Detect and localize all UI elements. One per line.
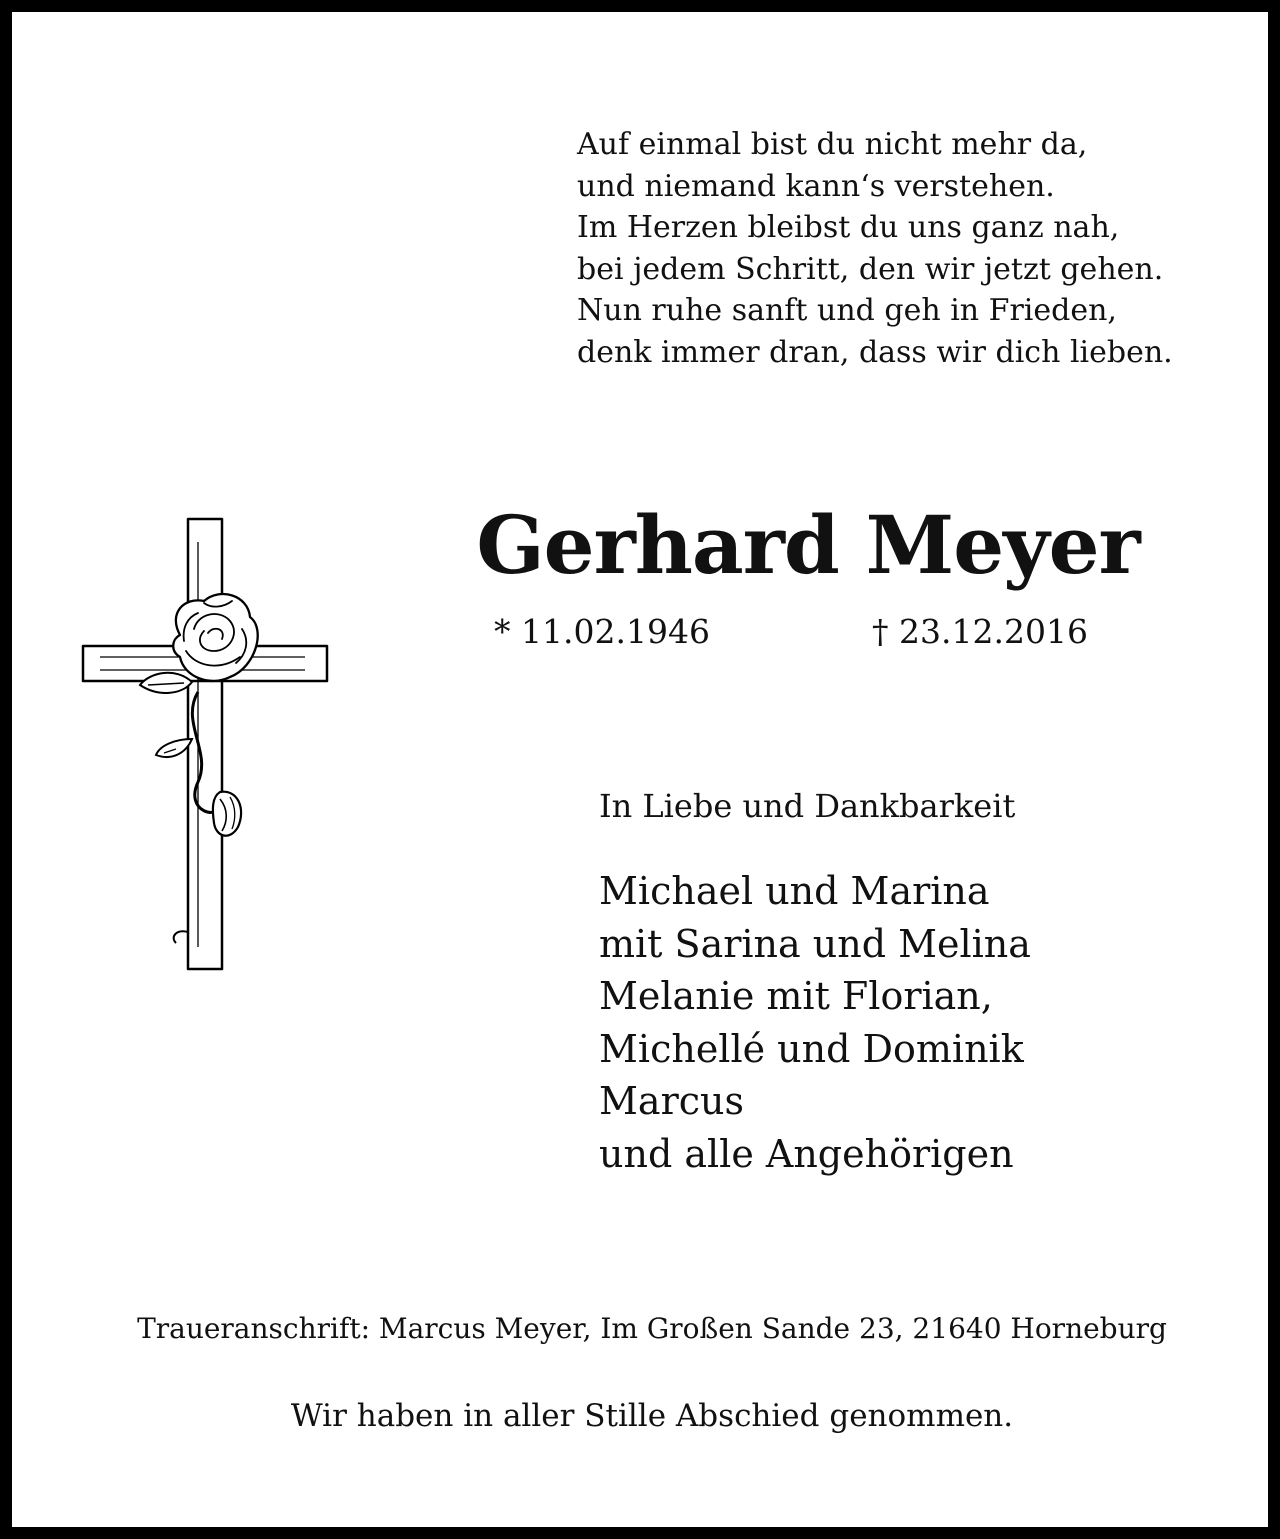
poem-line: und niemand kann‘s verstehen. xyxy=(577,168,1055,204)
mourners-list xyxy=(599,865,1031,1180)
birth-date: * 11.02.1946 xyxy=(494,612,710,651)
closing-statement: Wir haben in aller Stille Abschied genommen. xyxy=(290,1398,1014,1434)
poem-line: Auf einmal bist du nicht mehr da, xyxy=(577,127,1088,162)
poem-line: Nun ruhe sanft und geh in Frieden, xyxy=(577,293,1117,328)
mourner-line: und alle Angehörigen xyxy=(599,1131,1014,1176)
dedication: In Liebe und Dankbarkeit xyxy=(599,787,1016,825)
poem-line: bei jedem Schritt, den wir jetzt gehen. xyxy=(577,251,1164,287)
mourner-line: Michellé und Dominik xyxy=(599,1026,1024,1071)
cross-with-rose-icon xyxy=(80,517,330,972)
mourner-line: Marcus xyxy=(599,1079,744,1123)
poem-line: Im Herzen bleibst du uns ganz nah, xyxy=(577,210,1120,245)
mourning-address: Traueranschrift: Marcus Meyer, Im Großen Sande 23, 21640 Horneburg xyxy=(137,1312,1167,1345)
death-date: † 23.12.2016 xyxy=(872,612,1088,651)
mourner-line: Michael und Marina xyxy=(599,869,990,913)
deceased-name: Gerhard Meyer xyxy=(476,498,1140,592)
poem-line: denk immer dran, dass wir dich lieben. xyxy=(577,334,1173,370)
mourner-line: mit Sarina und Melina xyxy=(599,921,1031,966)
mourner-line: Melanie mit Florian, xyxy=(599,974,993,1018)
poem xyxy=(577,124,1173,373)
